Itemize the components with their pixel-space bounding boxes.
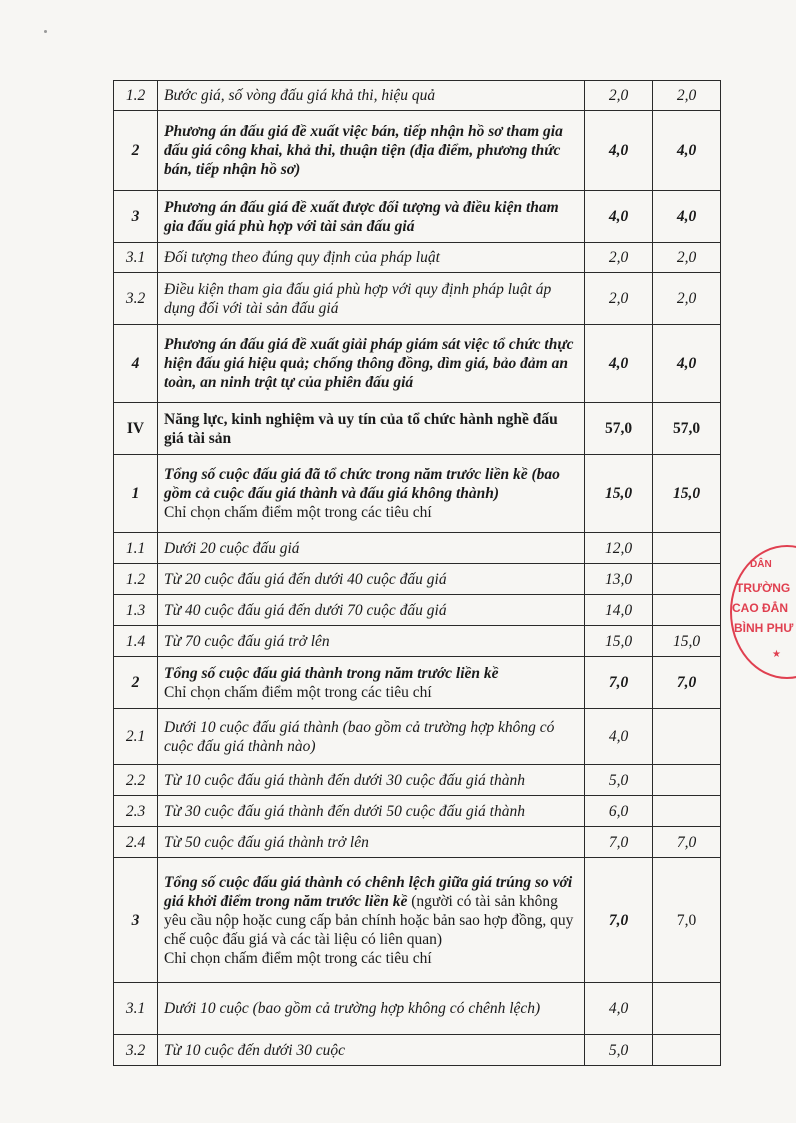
table-row	[114, 243, 721, 273]
row-number: 3	[114, 191, 158, 243]
row-description: Phương án đấu giá đề xuất được đối tượng và điều kiện tham gia đấu giá phù hợp với tài sản đấu giá	[158, 191, 585, 243]
max-score: 15,0	[585, 626, 653, 657]
row-number: 1.2	[114, 564, 158, 595]
table-row	[114, 564, 721, 595]
max-score: 14,0	[585, 595, 653, 626]
row-number: 3	[114, 858, 158, 983]
stamp-text: CAO ĐẲN	[732, 601, 788, 615]
awarded-score	[653, 595, 721, 626]
max-score: 2,0	[585, 273, 653, 325]
table-row	[114, 858, 721, 983]
row-description: Từ 40 cuộc đấu giá đến dưới 70 cuộc đấu giá	[158, 595, 585, 626]
max-score: 5,0	[585, 1035, 653, 1066]
awarded-score: 4,0	[653, 191, 721, 243]
criterion-title: Tổng số cuộc đấu giá thành có chênh lệch giữa giá trúng so với giá khởi điểm trong năm trước liền kề	[164, 873, 573, 910]
stamp-text: DÂN	[750, 559, 772, 570]
row-number: 1	[114, 455, 158, 533]
table-row	[114, 709, 721, 765]
row-description: Từ 10 cuộc đến dưới 30 cuộc	[158, 1035, 585, 1066]
awarded-score	[653, 709, 721, 765]
selection-note: Chỉ chọn chấm điểm một trong các tiêu chí	[164, 683, 432, 701]
max-score: 4,0	[585, 983, 653, 1035]
stamp-text: TRƯỜNG	[736, 581, 791, 595]
awarded-score	[653, 983, 721, 1035]
table-row	[114, 325, 721, 403]
row-description: Bước giá, số vòng đấu giá khả thi, hiệu quả	[158, 81, 585, 111]
max-score: 7,0	[585, 827, 653, 858]
row-description: Phương án đấu giá đề xuất giải pháp giám sát việc tổ chức thực hiện đấu giá hiệu quả; chống thông đồng, dìm giá, bảo đảm an toàn, an ninh trật tự của phiên đấu giá	[158, 325, 585, 403]
max-score: 4,0	[585, 709, 653, 765]
criterion-condition: (người có tài sản không yêu cầu nộp hoặc cung cấp bản chính hoặc bản sao hợp đồng, quy chế cuộc đấu giá và các tài liệu có liên quan)	[164, 892, 574, 948]
row-number: IV	[114, 403, 158, 455]
awarded-score: 2,0	[653, 81, 721, 111]
row-description: Từ 70 cuộc đấu giá trở lên	[158, 626, 585, 657]
row-description: Dưới 10 cuộc đấu giá thành (bao gồm cả trường hợp không có cuộc đấu giá thành nào)	[158, 709, 585, 765]
table-row	[114, 765, 721, 796]
table-row	[114, 533, 721, 564]
table-row	[114, 657, 721, 709]
table-row	[114, 191, 721, 243]
awarded-score	[653, 564, 721, 595]
row-description: Phương án đấu giá đề xuất việc bán, tiếp nhận hồ sơ tham gia đấu giá công khai, khả thi, thuận tiện (địa điểm, phương thức bán, tiếp nhận hồ sơ)	[158, 111, 585, 191]
row-number: 1.2	[114, 81, 158, 111]
awarded-score: 2,0	[653, 243, 721, 273]
awarded-score	[653, 533, 721, 564]
row-number: 2.3	[114, 796, 158, 827]
row-description: Từ 30 cuộc đấu giá thành đến dưới 50 cuộc đấu giá thành	[158, 796, 585, 827]
table-row	[114, 595, 721, 626]
star-icon: ★	[772, 649, 781, 660]
awarded-score: 4,0	[653, 111, 721, 191]
table-row	[114, 796, 721, 827]
max-score: 2,0	[585, 243, 653, 273]
row-description: Dưới 20 cuộc đấu giá	[158, 533, 585, 564]
awarded-score: 7,0	[653, 827, 721, 858]
criterion-title: Tổng số cuộc đấu giá thành trong năm trước liền kề	[164, 664, 499, 682]
awarded-score: 7,0	[653, 657, 721, 709]
table-row	[114, 1035, 721, 1066]
max-score: 4,0	[585, 325, 653, 403]
max-score: 15,0	[585, 455, 653, 533]
selection-note: Chỉ chọn chấm điểm một trong các tiêu chí	[164, 949, 432, 967]
awarded-score	[653, 765, 721, 796]
row-number: 3.1	[114, 243, 158, 273]
row-description	[158, 858, 585, 983]
awarded-score: 4,0	[653, 325, 721, 403]
table-row	[114, 983, 721, 1035]
row-number: 2	[114, 657, 158, 709]
row-description: Năng lực, kinh nghiệm và uy tín của tổ chức hành nghề đấu giá tài sản	[158, 403, 585, 455]
awarded-score: 15,0	[653, 455, 721, 533]
criteria-table	[113, 80, 721, 1066]
max-score: 5,0	[585, 765, 653, 796]
max-score: 4,0	[585, 191, 653, 243]
max-score: 4,0	[585, 111, 653, 191]
row-number: 3.2	[114, 1035, 158, 1066]
awarded-score: 2,0	[653, 273, 721, 325]
awarded-score	[653, 796, 721, 827]
table-row	[114, 273, 721, 325]
row-number: 2.4	[114, 827, 158, 858]
red-seal-stamp	[730, 545, 796, 679]
criterion-title: Tổng số cuộc đấu giá đã tổ chức trong năm trước liền kề (bao gồm cả cuộc đấu giá thành và đấu giá không thành)	[164, 466, 560, 502]
row-number: 1.4	[114, 626, 158, 657]
row-number: 1.1	[114, 533, 158, 564]
max-score: 7,0	[585, 657, 653, 709]
scan-speck	[44, 30, 47, 33]
table-row	[114, 403, 721, 455]
max-score: 57,0	[585, 403, 653, 455]
awarded-score: 15,0	[653, 626, 721, 657]
row-description: Từ 20 cuộc đấu giá đến dưới 40 cuộc đấu giá	[158, 564, 585, 595]
row-number: 2.2	[114, 765, 158, 796]
table-row	[114, 626, 721, 657]
awarded-score: 57,0	[653, 403, 721, 455]
max-score: 13,0	[585, 564, 653, 595]
max-score: 7,0	[585, 858, 653, 983]
max-score: 6,0	[585, 796, 653, 827]
row-description: Từ 10 cuộc đấu giá thành đến dưới 30 cuộc đấu giá thành	[158, 765, 585, 796]
row-description: Dưới 10 cuộc (bao gồm cả trường hợp không có chênh lệch)	[158, 983, 585, 1035]
max-score: 2,0	[585, 81, 653, 111]
row-description: Từ 50 cuộc đấu giá thành trở lên	[158, 827, 585, 858]
table-row	[114, 827, 721, 858]
row-number: 1.3	[114, 595, 158, 626]
selection-note: Chỉ chọn chấm điểm một trong các tiêu chí	[164, 504, 432, 521]
row-number: 2	[114, 111, 158, 191]
row-description: Đối tượng theo đúng quy định của pháp luật	[158, 243, 585, 273]
stamp-text: BÌNH PHƯ	[734, 621, 794, 635]
table-row	[114, 455, 721, 533]
row-description	[158, 455, 585, 533]
awarded-score	[653, 1035, 721, 1066]
row-description: Điều kiện tham gia đấu giá phù hợp với quy định pháp luật áp dụng đối với tài sản đấu giá	[158, 273, 585, 325]
row-number: 2.1	[114, 709, 158, 765]
table-row	[114, 111, 721, 191]
max-score: 12,0	[585, 533, 653, 564]
row-number: 4	[114, 325, 158, 403]
row-description	[158, 657, 585, 709]
awarded-score: 7,0	[653, 858, 721, 983]
table-row	[114, 81, 721, 111]
row-number: 3.1	[114, 983, 158, 1035]
row-number: 3.2	[114, 273, 158, 325]
